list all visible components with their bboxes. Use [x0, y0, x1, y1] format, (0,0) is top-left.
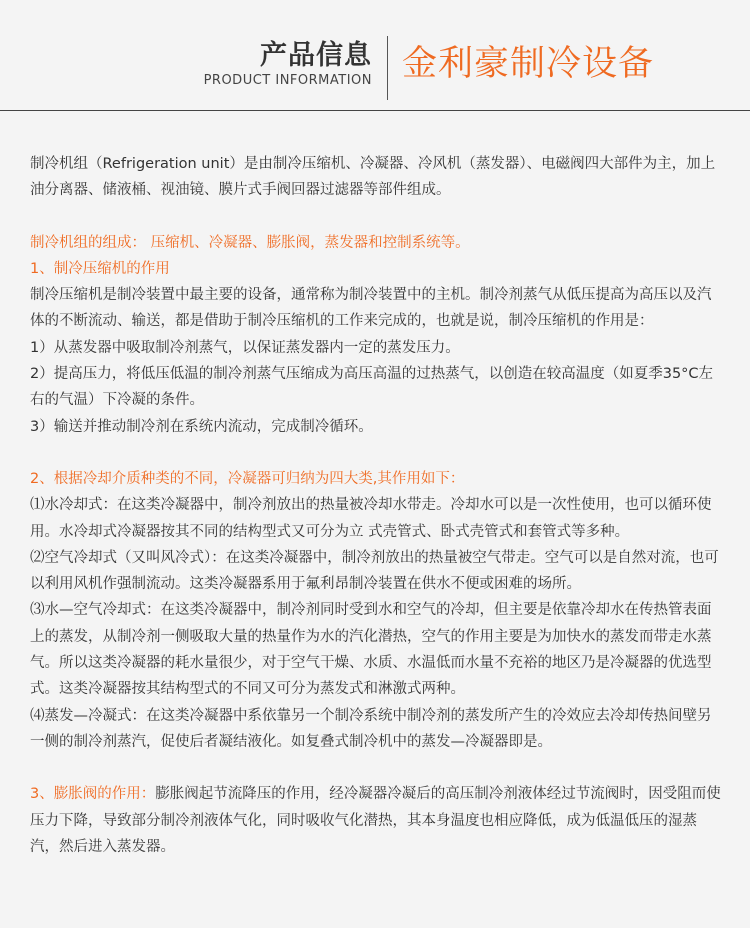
intro-paragraph: 制冷机组（Refrigeration unit）是由制冷压缩机、冷凝器、冷风机（蒸发器）、电磁阀四大部件为主，加上油分离器、储液桶、视油镜、膜片式手阀回器过滤器等部件组成。 [30, 156, 716, 199]
section-1-item-1: 1）从蒸发器中吸取制冷剂蒸气，以保证蒸发器内一定的蒸发压力。 [30, 339, 460, 356]
composition-line: 制冷机组的组成： 压缩机、冷凝器、膨胀阀，蒸发器和控制系统等。 [30, 234, 470, 251]
section-2-evaporative-condensing: ⑷蒸发—冷凝式：在这类冷凝器中系依靠另一个制冷系统中制冷剂的蒸发所产生的冷效应去冷却传热间壁另一侧的制冷剂蒸汽，促使后者凝结液化。如复叠式制冷机中的蒸发—冷凝器即是。 [30, 707, 712, 750]
section-1-item-3: 3）输送并推动制冷剂在系统内流动，完成制冷循环。 [30, 418, 373, 435]
section-1-item-2: 2）提高压力，将低压低温的制冷剂蒸气压缩成为高压高温的过热蒸气，以创造在较高温度（如夏季35°C左右的气温）下冷凝的条件。 [30, 366, 714, 409]
section-1-heading: 1、制冷压缩机的作用 [30, 260, 170, 277]
section-2-air-cooled: ⑵空气冷却式（又叫风冷式）：在这类冷凝器中，制冷剂放出的热量被空气带走。空气可以是自然对流，也可以利用风机作强制流动。这类冷凝器系用于氟利昂制冷装置在供水不便或困难的场所。 [30, 549, 719, 593]
page-subtitle: PRODUCT INFORMATION [203, 73, 372, 88]
article-body [30, 151, 725, 860]
spacer [30, 204, 725, 230]
section-3-body: 膨胀阀起节流降压的作用，经冷凝器冷凝后的高压制冷剂液体经过节流阀时，因受阻而使压力下降，导致部分制冷剂液体气化，同时吸收气化潜热，其本身温度也相应降低，成为低温低压的湿蒸汽，然后进入蒸发器。 [30, 786, 721, 855]
brand-name: 金利豪制冷设备 [402, 44, 655, 84]
header-divider [387, 36, 388, 100]
section-2-heading: 2、根据冷却介质种类的不同，冷凝器可归纳为四大类,其作用如下： [30, 470, 465, 487]
section-2-water-cooled: ⑴水冷却式：在这类冷凝器中，制冷剂放出的热量被冷却水带走。冷却水可以是一次性使用，也可以循环使用。水冷却式冷凝器按其不同的结构型式又可分为立 式壳管式、卧式壳管式和套管式等多种。 [30, 497, 712, 540]
spacer [30, 755, 725, 781]
section-3-paragraph [30, 781, 725, 860]
page-title: 产品信息 [260, 40, 372, 71]
spacer [30, 440, 725, 466]
section-2-water-air-cooled: ⑶水—空气冷却式：在这类冷凝器中，制冷剂同时受到水和空气的冷却，但主要是依靠冷却水在传热管表面上的蒸发，从制冷剂一侧吸取大量的热量作为水的汽化潜热，空气的作用主要是为加快水的蒸发而带走水蒸气。所以这类冷凝器的耗水量很少，对于空气干燥、水质、水温低而水量不充裕的地区乃是冷凝器的优选型式。这类冷凝器按其结构型式的不同又可分为蒸发式和淋激式两种。 [30, 602, 712, 698]
page-header [0, 0, 750, 111]
section-1-body: 制冷压缩机是制冷装置中最主要的设备，通常称为制冷装置中的主机。制冷剂蒸气从低压提高为高压以及汽体的不断流动、输送，都是借助于制冷压缩机的工作来完成的，也就是说，制冷压缩机的作用是： [30, 287, 712, 330]
header-left [0, 40, 372, 90]
section-3-heading: 3、膨胀阀的作用： [30, 786, 156, 803]
